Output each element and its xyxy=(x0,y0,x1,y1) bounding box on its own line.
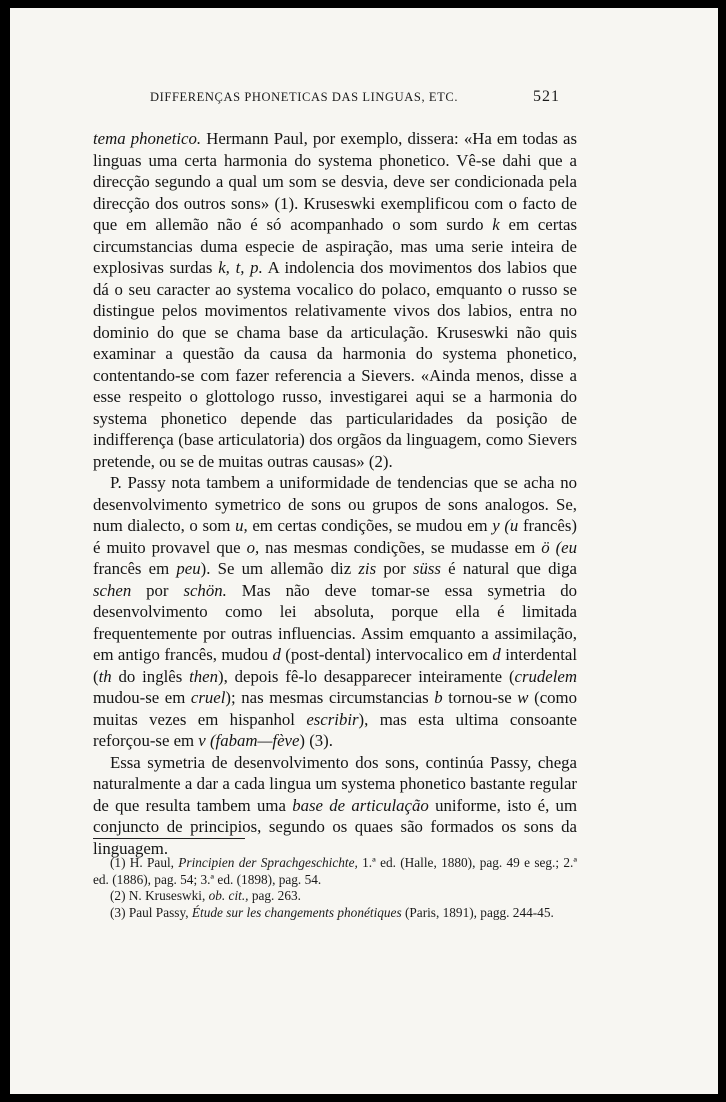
italic-run: then xyxy=(189,666,218,686)
text-run: Mas não deve tomar-se essa symetria do desenvolvimento como lei absoluta, porque ella é limitada frequentemente por outras influencias. Assim emquanto a assimilação, em antigo francês, mudou xyxy=(93,580,578,664)
italic-run: u, xyxy=(235,516,248,535)
text-run: ) (3). xyxy=(299,731,333,750)
text-run: A indolencia dos movimentos dos labios que dá o seu caracter ao systema vocalico do polaco, emquanto o russo se distingue pelos movimentos relativamente vivos dos labios, entra no dominio do que se chama base da articulação. Kruseswki não quis examinar a questão da causa da harmonia do systema phonetico, contentando-se com fazer referencia a Sievers. «Ainda menos, disse a esse respeito o glottologo russo, investigarei aqui se a harmonia do systema phonetico depende das particularidades da posição de indifferença (base articulatoria) dos orgãos da linguagem, como Sievers pretende, ou se de muitas outras causas» (2). xyxy=(93,258,577,471)
italic-run: k xyxy=(492,215,500,234)
text-run: ); nas mesmas circumstancias xyxy=(225,688,435,707)
italic-run: schön. xyxy=(183,580,227,600)
italic-run: ö (eu xyxy=(541,537,578,557)
text-run: tornou-se xyxy=(442,688,518,707)
text-run: (1) H. Paul, xyxy=(110,855,179,870)
paragraph xyxy=(93,472,577,752)
italic-run: tema phonetico. xyxy=(93,129,202,148)
text-run: (2) N. Kruseswki, xyxy=(110,888,209,903)
text-run: francês em xyxy=(93,559,177,578)
text-run: nas mesmas condições, se mudasse em xyxy=(259,537,542,557)
text-run: do inglês xyxy=(111,666,190,686)
text-run: em certas circumstancias duma especie de aspiração, mas uma serie inteira de explosivas surdas xyxy=(93,215,577,277)
text-run: (3) Paul Passy, xyxy=(110,904,192,920)
text-run: (post-dental) intervocalico em xyxy=(280,645,493,664)
footnotes xyxy=(93,855,577,921)
italic-run: ob. cit., xyxy=(208,888,249,903)
paragraph xyxy=(93,752,577,860)
text-run: 1.ª ed. (Halle, 1880), pag. 49 e seg.; 2.ª ed. (1886), pag. 54; 3.ª ed. (1898), pag. 54. xyxy=(93,855,577,887)
page-number: 521 xyxy=(533,88,560,105)
book-page xyxy=(10,8,718,1094)
text-run: em certas condições, se mudou em xyxy=(247,516,493,535)
text-run: por xyxy=(376,559,413,578)
italic-run: Étude sur les changements phonétiques xyxy=(191,904,402,920)
text-run: ), depois fê-lo desapparecer inteiramente ( xyxy=(217,666,515,686)
footnote xyxy=(93,905,577,922)
italic-run: w xyxy=(517,688,529,707)
italic-run: peu xyxy=(176,559,201,578)
text-run: (Paris, 1891), pagg. 244-45. xyxy=(401,904,554,920)
italic-run: schen xyxy=(93,580,132,600)
italic-run: th xyxy=(98,666,112,686)
text-run: por xyxy=(131,580,184,600)
text-run: interdental ( xyxy=(93,645,578,686)
text-run: ), mas esta ultima consoante reforçou-se em xyxy=(93,709,577,750)
text-run: Hermann Paul, por exemplo, dissera: «Ha em todas as linguas uma certa harmonia do systema phonetico. Vê-se dahi que a direcção segundo a qual um som se desvia, deve ser condicionada pela direcção dos outros sons» (1). Kruseswki exemplificou com o facto de que em allemão não é só acompanhado o som surdo xyxy=(93,129,578,234)
footnote xyxy=(93,888,577,905)
footnote xyxy=(93,855,577,888)
italic-run: crudelem xyxy=(514,666,577,686)
italic-run: süss xyxy=(412,559,441,578)
italic-run: b xyxy=(434,688,443,707)
page-header xyxy=(10,88,718,110)
italic-run: escribir xyxy=(306,709,359,729)
italic-run: zis xyxy=(358,559,377,578)
text-run: mudou-se em xyxy=(93,688,191,707)
italic-run: v (fabam—fève xyxy=(198,731,300,750)
italic-run: o, xyxy=(246,537,260,557)
italic-run: base de articulação xyxy=(292,795,429,815)
italic-run: d xyxy=(492,645,501,664)
paragraph xyxy=(93,128,577,472)
italic-run: cruel xyxy=(190,688,226,707)
text-run: uniforme, isto é, um conjuncto de principios, segundo os quaes são formados os sons da linguagem. xyxy=(93,795,577,858)
italic-run: Principien der Sprachgeschichte, xyxy=(178,855,358,870)
text-run: (como muitas vezes em hispanhol xyxy=(93,688,577,729)
text-run: ). Se um allemão diz xyxy=(200,559,359,578)
italic-run: y (u xyxy=(492,516,519,535)
body-text xyxy=(93,128,577,859)
running-title: DIFFERENÇAS PHONETICAS DAS LINGUAS, ETC. xyxy=(150,90,459,104)
text-run: francês) é muito provavel que xyxy=(93,516,577,557)
italic-run: d xyxy=(272,645,281,664)
italic-run: k, t, p. xyxy=(218,258,263,277)
text-run: é natural que diga xyxy=(440,559,577,578)
text-run: Essa symetria de desenvolvimento dos sons, continúa Passy, chega naturalmente a dar a cada lingua um systema phonetico bastante regular de que resulta tambem uma xyxy=(93,752,577,815)
text-run: P. Passy nota tambem a uniformidade de tendencias que se acha no desenvolvimento symetrico de sons ou grupos de sons analogos. Se, num dialecto, o som xyxy=(93,473,577,535)
footnote-divider xyxy=(93,838,245,839)
text-run: pag. 263. xyxy=(248,888,301,903)
